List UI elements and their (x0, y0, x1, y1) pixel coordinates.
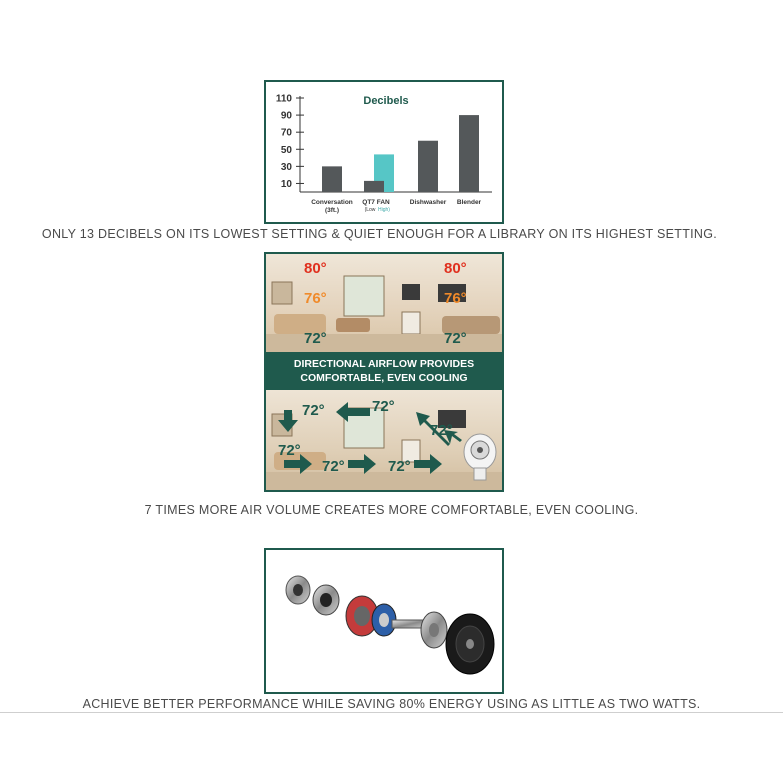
chart-caption: ONLY 13 DECIBELS ON ITS LOWEST SETTING & QUIET ENOUGH FOR A LIBRARY ON ITS HIGHEST SETTING. (41, 227, 718, 241)
room-photo-uneven (266, 254, 502, 352)
decibel-chart (266, 82, 502, 222)
bar-3 (459, 115, 479, 192)
temp-even-6: 72° (388, 458, 411, 475)
banner-line-2: COMFORTABLE, EVEN COOLING (300, 372, 468, 384)
temp-even-5: 72° (322, 458, 345, 475)
airflow-caption: 7 TIMES MORE AIR VOLUME CREATES MORE COMFORTABLE, EVEN COOLING. (144, 503, 639, 517)
bar-qt7-low (364, 181, 384, 192)
airflow-banner (266, 352, 502, 390)
x-category-label: Dishwasher (409, 199, 447, 206)
airflow-room-panel (264, 252, 504, 492)
decibel-chart-panel (264, 80, 504, 224)
x-category-label: Blender (456, 199, 482, 206)
x-category-label: QT7 FAN (362, 199, 390, 206)
temp-even-4: 72° (278, 442, 301, 459)
temp-hot-right: 80° (444, 260, 467, 277)
temp-cool-right: 72° (444, 330, 467, 347)
temp-warm-left: 76° (304, 290, 327, 307)
y-tick-label: 50 (280, 144, 292, 156)
room-photo-even (266, 390, 502, 490)
temp-warm-right: 76° (444, 290, 467, 307)
motor-panel (264, 548, 504, 694)
chart-title: Decibels (363, 95, 409, 107)
x-category-label: Conversation (311, 199, 353, 206)
y-tick-label: 30 (280, 161, 292, 173)
energy-caption: ACHIEVE BETTER PERFORMANCE WHILE SAVING 80% ENERGY USING AS LITTLE AS TWO WATTS. (82, 697, 701, 711)
fan-low-label: (Low (364, 207, 376, 213)
bar-2 (418, 141, 438, 192)
y-tick-label: 70 (280, 127, 292, 139)
y-tick-label: 110 (275, 93, 292, 105)
exploded-motor-image (266, 550, 502, 692)
temp-cool-left: 72° (304, 330, 327, 347)
temp-even-2: 72° (372, 398, 395, 415)
bar-0 (322, 166, 342, 192)
y-tick-label: 90 (280, 110, 292, 122)
banner-line-1: DIRECTIONAL AIRFLOW PROVIDES (293, 358, 475, 370)
temp-even-3: 72° (430, 422, 453, 439)
y-tick-label: 10 (280, 178, 292, 190)
x-category-sublabel: (3ft.) (324, 207, 340, 214)
temp-hot-left: 80° (304, 260, 327, 277)
bottom-divider (0, 712, 783, 713)
temp-even-1: 72° (302, 402, 325, 419)
fan-high-label: High) (378, 207, 390, 213)
